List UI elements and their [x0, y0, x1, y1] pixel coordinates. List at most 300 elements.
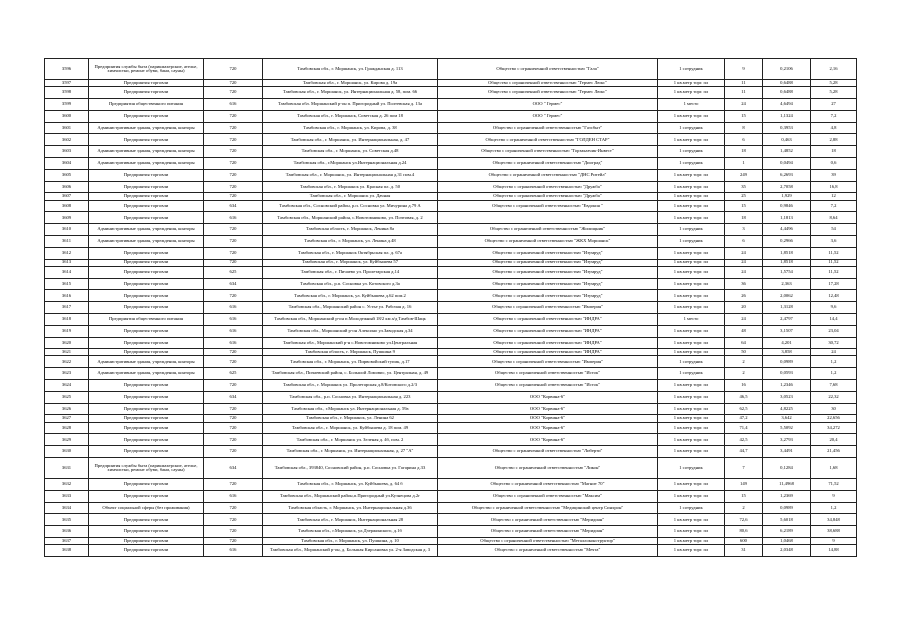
cell-category: Предприятия торговли	[89, 80, 204, 87]
table-row	[45, 538, 857, 545]
cell-code: 720	[204, 59, 263, 80]
cell-row-number: 3606	[45, 181, 89, 193]
cell-row-number: 3599	[45, 98, 89, 110]
cell-volume: 6,2189	[763, 526, 811, 538]
cell-mass: 23,04	[811, 325, 857, 337]
cell-address: Тамбовская обл. Моршанский р-он п. Пригородный ул. Полтевская д. 13а	[263, 98, 438, 110]
cell-quantity: 80,6	[725, 526, 763, 538]
cell-code: 720	[204, 526, 263, 538]
cell-mass: 24	[811, 349, 857, 356]
cell-unit: 1 кв.метр торг. пл	[658, 200, 725, 212]
cell-address: Тамбовская обл., г. Моршанск, ул. Пушкина, д. 10	[263, 538, 438, 545]
cell-unit: 1 кв.метр торг. пл	[658, 446, 725, 458]
cell-category: Предприятия торговли	[89, 247, 204, 259]
cell-row-number: 3604	[45, 157, 89, 169]
cell-address: Тамбовская обл., Моршанский район,п.Пригородный ул.Кузнецова д.2г	[263, 490, 438, 502]
cell-mass: 18	[811, 146, 857, 158]
cell-row-number: 3602	[45, 134, 89, 146]
cell-row-number: 3610	[45, 224, 89, 236]
cell-category: Предприятия торговли	[89, 403, 204, 415]
table-row	[45, 200, 857, 212]
table-row	[45, 368, 857, 380]
cell-category: Административные здания, учреждения, конторы	[89, 356, 204, 368]
table-row	[45, 157, 857, 169]
cell-mass: 9	[811, 490, 857, 502]
cell-unit: 1 кв.метр торг. пл	[658, 193, 725, 200]
cell-code: 634	[204, 391, 263, 403]
cell-unit: 1 кв.метр торг. пл	[658, 337, 725, 349]
cell-quantity: 24	[725, 266, 763, 278]
cell-address: Тамбовская обл., г. Моршанск, Советская д. 26 пом 18	[263, 110, 438, 122]
cell-address: Тамбовская обл., г. Моршанск, ул. Гражданская д. 113	[263, 59, 438, 80]
cell-volume: 1,0468	[763, 538, 811, 545]
cell-volume: 2,0062	[763, 290, 811, 302]
cell-quantity: 2	[725, 356, 763, 368]
cell-row-number: 3619	[45, 325, 89, 337]
cell-unit: 1 кв.метр торг. пл	[658, 434, 725, 446]
cell-category: Предприятия торговли	[89, 302, 204, 314]
cell-volume: 2,0348	[763, 545, 811, 557]
cell-address: Тамбовская обл., Моршанский район, с.Новотомниково, ул. Почтовая, д. 2	[263, 212, 438, 224]
cell-volume: 0,6488	[763, 80, 811, 87]
cell-row-number: 3632	[45, 479, 89, 491]
cell-row-number: 3615	[45, 278, 89, 290]
cell-unit: 1 кв.метр торг. пл	[658, 538, 725, 545]
cell-row-number: 3626	[45, 403, 89, 415]
cell-unit: 1 кв.метр торг. пл	[658, 490, 725, 502]
cell-code: 720	[204, 290, 263, 302]
cell-organization: Общество с ограниченной ответственностью "Гермес Люкс"	[438, 87, 658, 99]
cell-organization: Общество с ограниченной ответственностью "Максим"	[438, 490, 658, 502]
cell-category: Предприятия торговли	[89, 526, 204, 538]
cell-volume: 1,5754	[763, 266, 811, 278]
table-row	[45, 337, 857, 349]
cell-mass: 2,88	[811, 134, 857, 146]
cell-category: Предприятия торговли	[89, 259, 204, 266]
cell-unit: 1 сотрудник	[658, 146, 725, 158]
table-row	[45, 169, 857, 181]
cell-organization: Общество с ограниченной ответственностью "Изумруд"	[438, 259, 658, 266]
table-row	[45, 259, 857, 266]
cell-mass: 21,456	[811, 446, 857, 458]
cell-quantity: 600	[725, 538, 763, 545]
cell-unit: 1 сотрудник	[658, 235, 725, 247]
cell-row-number: 3611	[45, 235, 89, 247]
cell-mass: 3,6	[811, 235, 857, 247]
table-row	[45, 514, 857, 526]
cell-unit: 1 кв.метр торг. пл	[658, 325, 725, 337]
cell-address: Тамбовская обл., г. Моршанск, ул. Интернациональная, д. 47	[263, 134, 438, 146]
cell-quantity: 6	[725, 134, 763, 146]
cell-organization: ООО "Корвина-6"	[438, 415, 658, 422]
cell-unit: 1 кв.метр торг. пл	[658, 526, 725, 538]
cell-volume: 3,642	[763, 415, 811, 422]
table-row	[45, 526, 857, 538]
cell-organization: Общество с ограниченной ответственностью "Газсбыт"	[438, 122, 658, 134]
cell-code: 720	[204, 169, 263, 181]
table-row	[45, 98, 857, 110]
cell-unit: 1 кв.метр торг. пл	[658, 110, 725, 122]
cell-organization: Общество с ограниченной ответственностью "Дружба"	[438, 181, 658, 193]
cell-mass: 2,16	[811, 59, 857, 80]
cell-row-number: 3622	[45, 356, 89, 368]
cell-organization	[438, 212, 658, 224]
cell-mass: 8,64	[811, 212, 857, 224]
cell-code: 720	[204, 403, 263, 415]
cell-row-number: 3597	[45, 80, 89, 87]
cell-address: Тамбовская обл., Пичаевский район, с. Большой Ломовис, ул. Централная, д. 49	[263, 368, 438, 380]
cell-organization: Общество с ограниченной ответственностью "Металлоконструктор"	[438, 538, 658, 545]
cell-code: 720	[204, 157, 263, 169]
cell-code: 720	[204, 134, 263, 146]
cell-organization: Общество с ограниченной ответственностью "Жилищник"	[438, 224, 658, 236]
cell-category: Предприятия торговли	[89, 193, 204, 200]
cell-category: Административные здания, учреждения, конторы	[89, 368, 204, 380]
cell-organization: Общество с ограниченной ответственностью "Меридиан"	[438, 526, 658, 538]
cell-mass: 12	[811, 193, 857, 200]
cell-organization: ООО " Гермес"	[438, 98, 658, 110]
cell-mass: 71,52	[811, 479, 857, 491]
cell-quantity: 24	[725, 247, 763, 259]
cell-code: 634	[204, 200, 263, 212]
table-row	[45, 422, 857, 434]
table-row	[45, 193, 857, 200]
cell-quantity: 64	[725, 337, 763, 349]
cell-unit: 1 кв.метр торг. пл	[658, 259, 725, 266]
cell-volume: 1,2346	[763, 380, 811, 392]
cell-volume: 3,858	[763, 349, 811, 356]
cell-address: Тамбовская обл., г. Моршанск, ул. Куйбышева д.62 пом.2	[263, 290, 438, 302]
table-row	[45, 235, 857, 247]
cell-mass: 38,688	[811, 526, 857, 538]
cell-organization: ООО "Корвина-6"	[438, 422, 658, 434]
cell-code: 720	[204, 181, 263, 193]
cell-code: 720	[204, 224, 263, 236]
cell-volume: 3,2793	[763, 434, 811, 446]
cell-category: Предприятия торговли	[89, 278, 204, 290]
table-row	[45, 146, 857, 158]
cell-unit: 1 место	[658, 98, 725, 110]
cell-volume: 5,6018	[763, 514, 811, 526]
cell-volume: 11,4968	[763, 479, 811, 491]
cell-volume: 0,0494	[763, 157, 811, 169]
cell-volume: 0,9846	[763, 200, 811, 212]
cell-quantity: 35	[725, 181, 763, 193]
cell-volume: 2,7058	[763, 181, 811, 193]
cell-mass: 5,28	[811, 80, 857, 87]
table-row	[45, 391, 857, 403]
cell-category: Предприятия торговли	[89, 391, 204, 403]
cell-category: Предприятия торговли	[89, 422, 204, 434]
table-row	[45, 403, 857, 415]
cell-quantity: 47,2	[725, 415, 763, 422]
cell-organization: Общество с ограниченной ответственностью "Диоград"	[438, 157, 658, 169]
cell-address: Тамбовская обл., г. Моршанск, ул. Кирова д. 19а	[263, 80, 438, 87]
cell-address: Тамбовская обл., г. Моршанск, Интернациональная 28	[263, 514, 438, 526]
cell-unit: 1 кв.метр торг. пл	[658, 302, 725, 314]
cell-category: Административные здания, учреждения, конторы	[89, 157, 204, 169]
cell-row-number: 3600	[45, 110, 89, 122]
cell-organization: Общество с ограниченной ответственностью "Либерти"	[438, 446, 658, 458]
cell-row-number: 3625	[45, 391, 89, 403]
table-row	[45, 325, 857, 337]
cell-organization: Общество с ограниченной ответственностью "Империя"	[438, 302, 658, 314]
cell-unit: 1 сотрудник	[658, 368, 725, 380]
cell-category: Предприятия торговли	[89, 212, 204, 224]
table-row	[45, 434, 857, 446]
cell-mass: 7,2	[811, 200, 857, 212]
cell-category: Предприятия торговли	[89, 200, 204, 212]
cell-category: Предприятия торговли	[89, 337, 204, 349]
cell-address: Тамбовская область, г. Моршанск, ул. Интернациональная д.36	[263, 502, 438, 514]
cell-organization: Общество с ограниченной ответственностью "Дружба"	[438, 193, 658, 200]
cell-unit: 1 сотрудник	[658, 122, 725, 134]
cell-category: Предприятия торговли	[89, 380, 204, 392]
table-row	[45, 502, 857, 514]
cell-mass: 7,2	[811, 110, 857, 122]
cell-quantity: 18	[725, 212, 763, 224]
cell-address: Тамбовская обл., г. Моршанск, ул. Ленина 62	[263, 415, 438, 422]
cell-organization: ООО "Корвина-6"	[438, 403, 658, 415]
cell-volume: 1,4852	[763, 146, 811, 158]
cell-address: Тамбовская обл., г. Моршанск, ул. Куйбышева д. 18 пом. 49	[263, 422, 438, 434]
cell-row-number: 3624	[45, 380, 89, 392]
cell-code: 720	[204, 87, 263, 99]
cell-organization: Общество с ограниченной ответственностью "ИНДРА"	[438, 313, 658, 325]
cell-organization: Общество с ограниченной ответственностью "Магнит 70"	[438, 479, 658, 491]
cell-unit: 1 кв.метр торг. пл	[658, 278, 725, 290]
register-sheet	[44, 58, 856, 557]
cell-quantity: 24	[725, 98, 763, 110]
cell-address: Тамбовская обл., г.Моршанск ул.Интернациональная д.24	[263, 157, 438, 169]
cell-row-number: 3633	[45, 490, 89, 502]
cell-volume: 2,4797	[763, 313, 811, 325]
cell-code: 720	[204, 538, 263, 545]
cell-volume: 3,0523	[763, 391, 811, 403]
cell-organization: ООО " Гермес"	[438, 110, 658, 122]
cell-address: Тамбовская обл., г. Моршанск, ул. Ленина д.48	[263, 235, 438, 247]
cell-code: 616	[204, 98, 263, 110]
cell-row-number: 3605	[45, 169, 89, 181]
cell-volume: 1,1324	[763, 110, 811, 122]
cell-category: Объект социальной сферы (без проживания)	[89, 502, 204, 514]
cell-address: Тамбовская обл., г. Моршанск, ул. Куйбышева 57	[263, 259, 438, 266]
cell-mass: 11,52	[811, 247, 857, 259]
cell-code: 625	[204, 368, 263, 380]
cell-mass: 22,32	[811, 391, 857, 403]
cell-quantity: 72,6	[725, 514, 763, 526]
cell-volume: 1,8518	[763, 247, 811, 259]
cell-code: 616	[204, 302, 263, 314]
cell-category: Предприятия торговли	[89, 266, 204, 278]
cell-address: Тамбовская обл., г. Моршанск, ул. Кирова, д. 38	[263, 122, 438, 134]
cell-row-number: 3608	[45, 200, 89, 212]
cell-mass: 11,52	[811, 266, 857, 278]
cell-category: Административные здания, учреждения, конторы	[89, 146, 204, 158]
cell-code: 720	[204, 80, 263, 87]
cell-mass: 1,2	[811, 368, 857, 380]
cell-category: Административные здания, учреждения, конторы	[89, 122, 204, 134]
cell-organization: ООО "Корвина-6"	[438, 434, 658, 446]
cell-volume: 2,363	[763, 278, 811, 290]
cell-unit: 1 кв.метр торг. пл	[658, 349, 725, 356]
table-row	[45, 110, 857, 122]
cell-volume: 0,6488	[763, 87, 811, 99]
cell-quantity: 24	[725, 259, 763, 266]
cell-code: 720	[204, 235, 263, 247]
cell-organization: Общество с ограниченной ответственностью "Мечта"	[438, 545, 658, 557]
cell-volume: 4,8225	[763, 403, 811, 415]
cell-mass: 17,28	[811, 278, 857, 290]
cell-category: Предприятия торговли	[89, 134, 204, 146]
cell-category: Предприятия торговли	[89, 514, 204, 526]
cell-volume: 3,4491	[763, 446, 811, 458]
cell-category: Предприятия торговли	[89, 434, 204, 446]
table-row	[45, 266, 857, 278]
cell-volume: 1,2369	[763, 490, 811, 502]
cell-quantity: 1	[725, 157, 763, 169]
table-row	[45, 302, 857, 314]
cell-row-number: 3630	[45, 446, 89, 458]
table-row	[45, 490, 857, 502]
cell-quantity: 26	[725, 290, 763, 302]
cell-volume: 1,929	[763, 193, 811, 200]
cell-code: 634	[204, 278, 263, 290]
cell-unit: 1 кв.метр торг. пл	[658, 134, 725, 146]
cell-address: Тамбовская обл., г. Моршанск ул. Зеленая д. 4б, пом. 2	[263, 434, 438, 446]
cell-quantity: 8	[725, 122, 763, 134]
cell-quantity: 46,5	[725, 391, 763, 403]
cell-code: 720	[204, 422, 263, 434]
cell-row-number: 3629	[45, 434, 89, 446]
cell-mass: 20,4	[811, 434, 857, 446]
cell-organization: Общество с ограниченной ответственностью "Изумруд"	[438, 247, 658, 259]
cell-row-number: 3618	[45, 313, 89, 325]
cell-mass: 7,68	[811, 380, 857, 392]
cell-quantity: 50	[725, 349, 763, 356]
cell-unit: 1 кв.метр торг. пл	[658, 181, 725, 193]
cell-organization: Общество с ограниченной ответственностью "ИНДРА"	[438, 337, 658, 349]
cell-row-number: 3596	[45, 59, 89, 80]
cell-organization: Общество с ограниченной ответственностью "Гермес Люкс"	[438, 80, 658, 87]
cell-row-number: 3628	[45, 422, 89, 434]
cell-address: Тамбовская обл., Сосновский район, р.п. Сосновка ул. Мичурина д.79 А	[263, 200, 438, 212]
table-row	[45, 80, 857, 87]
cell-code: 616	[204, 490, 263, 502]
cell-address: Тамбовская обл., Моршанский район с. Устье ул. Рабочая д. 16	[263, 302, 438, 314]
cell-code: 720	[204, 356, 263, 368]
cell-code: 616	[204, 212, 263, 224]
cell-row-number: 3635	[45, 514, 89, 526]
cell-unit: 1 кв.метр торг. пл	[658, 391, 725, 403]
cell-row-number: 3634	[45, 502, 89, 514]
cell-volume: 0,0989	[763, 502, 811, 514]
cell-volume: 3,1507	[763, 325, 811, 337]
cell-code: 720	[204, 415, 263, 422]
cell-quantity: 149	[725, 479, 763, 491]
cell-volume: 0,2106	[763, 59, 811, 80]
cell-mass: 16,8	[811, 181, 857, 193]
cell-mass: 11,52	[811, 259, 857, 266]
cell-mass: 14,88	[811, 545, 857, 557]
cell-code: 616	[204, 545, 263, 557]
table-row	[45, 224, 857, 236]
cell-unit: 1 сотрудник	[658, 356, 725, 368]
cell-address: Тамбовская обл., г. Моршанск ул. Пролетарская д.8/Котовского д.2/3	[263, 380, 438, 392]
cell-unit: 1 место	[658, 313, 725, 325]
cell-unit: 1 сотрудник	[658, 59, 725, 80]
cell-address: Тамбовская обл., г. Моршанск, ул. Интернациональная д. 58, пом. 66	[263, 87, 438, 99]
cell-category: Предприятия торговли	[89, 290, 204, 302]
cell-quantity: 18	[725, 146, 763, 158]
cell-volume: 1,3128	[763, 302, 811, 314]
table-row	[45, 181, 857, 193]
cell-volume: 5,5092	[763, 422, 811, 434]
cell-unit: 1 сотрудник	[658, 458, 725, 479]
cell-code: 616	[204, 337, 263, 349]
cell-row-number: 3616	[45, 290, 89, 302]
cell-code: 720	[204, 247, 263, 259]
cell-category: Предприятия общественного питания	[89, 98, 204, 110]
cell-mass: 34,848	[811, 514, 857, 526]
cell-volume: 0,2966	[763, 235, 811, 247]
cell-mass: 9	[811, 538, 857, 545]
table-row	[45, 212, 857, 224]
cell-mass: 34,272	[811, 422, 857, 434]
cell-quantity: 6	[725, 235, 763, 247]
cell-address: Тамбовская обл., г. Пичаево ул. Пролетарская д.14	[263, 266, 438, 278]
table-row	[45, 356, 857, 368]
cell-mass: 5,28	[811, 87, 857, 99]
cell-unit: 1 кв.метр торг. пл	[658, 87, 725, 99]
cell-address: Тамбовская область, г. Моршанск, Пушкина 9	[263, 349, 438, 356]
cell-address: Тамбовская обл., г. Моршанск ул. Красная пл. д. 50	[263, 181, 438, 193]
cell-volume: 0,3953	[763, 122, 811, 134]
cell-category: Предприятия торговли	[89, 110, 204, 122]
cell-row-number: 3638	[45, 545, 89, 557]
cell-address: Тамбовская обл., Моршанский р-он, д. Большая Кирсановка ул. 2-я Заводская д. 3	[263, 545, 438, 557]
table-row	[45, 349, 857, 356]
cell-quantity: 15	[725, 490, 763, 502]
cell-category: Административные здания, учреждения, конторы	[89, 235, 204, 247]
cell-address: Тамбовская обл., г. Моршанск ул. Дачная	[263, 193, 438, 200]
cell-row-number: 3607	[45, 193, 89, 200]
cell-unit: 1 кв.метр торг. пл	[658, 479, 725, 491]
cell-address: Тамбовская обл., г. Моршанск, ул. Интернациональная, д. 27 "А"	[263, 446, 438, 458]
cell-address: Тамбовская обл., г. Моршанск, ул. Куйбышева, д. 64 б	[263, 479, 438, 491]
cell-code: 720	[204, 146, 263, 158]
table-row	[45, 134, 857, 146]
cell-quantity: 11	[725, 87, 763, 99]
cell-quantity: 3	[725, 224, 763, 236]
cell-unit: 1 кв.метр торг. пл	[658, 169, 725, 181]
cell-mass: 27	[811, 98, 857, 110]
table-row	[45, 290, 857, 302]
cell-address: Тамбовская обл., Моршанский р-он п.Молодежный 18/2 км а/д Тамбов-Шацк	[263, 313, 438, 325]
cell-unit: 1 кв.метр торг. пл	[658, 247, 725, 259]
cell-quantity: 31	[725, 545, 763, 557]
cell-unit: 1 сотрудник	[658, 502, 725, 514]
cell-mass: 22,656	[811, 415, 857, 422]
cell-volume: 1,1813	[763, 212, 811, 224]
table-row	[45, 122, 857, 134]
cell-unit: 1 кв.метр торг. пл	[658, 422, 725, 434]
cell-code: 720	[204, 380, 263, 392]
table-body	[45, 59, 857, 557]
cell-volume: 0,0989	[763, 356, 811, 368]
cell-category: Предприятия торговли	[89, 325, 204, 337]
cell-organization: Общество с ограниченной ответственностью "Медицинский центр Синхрон"	[438, 502, 658, 514]
